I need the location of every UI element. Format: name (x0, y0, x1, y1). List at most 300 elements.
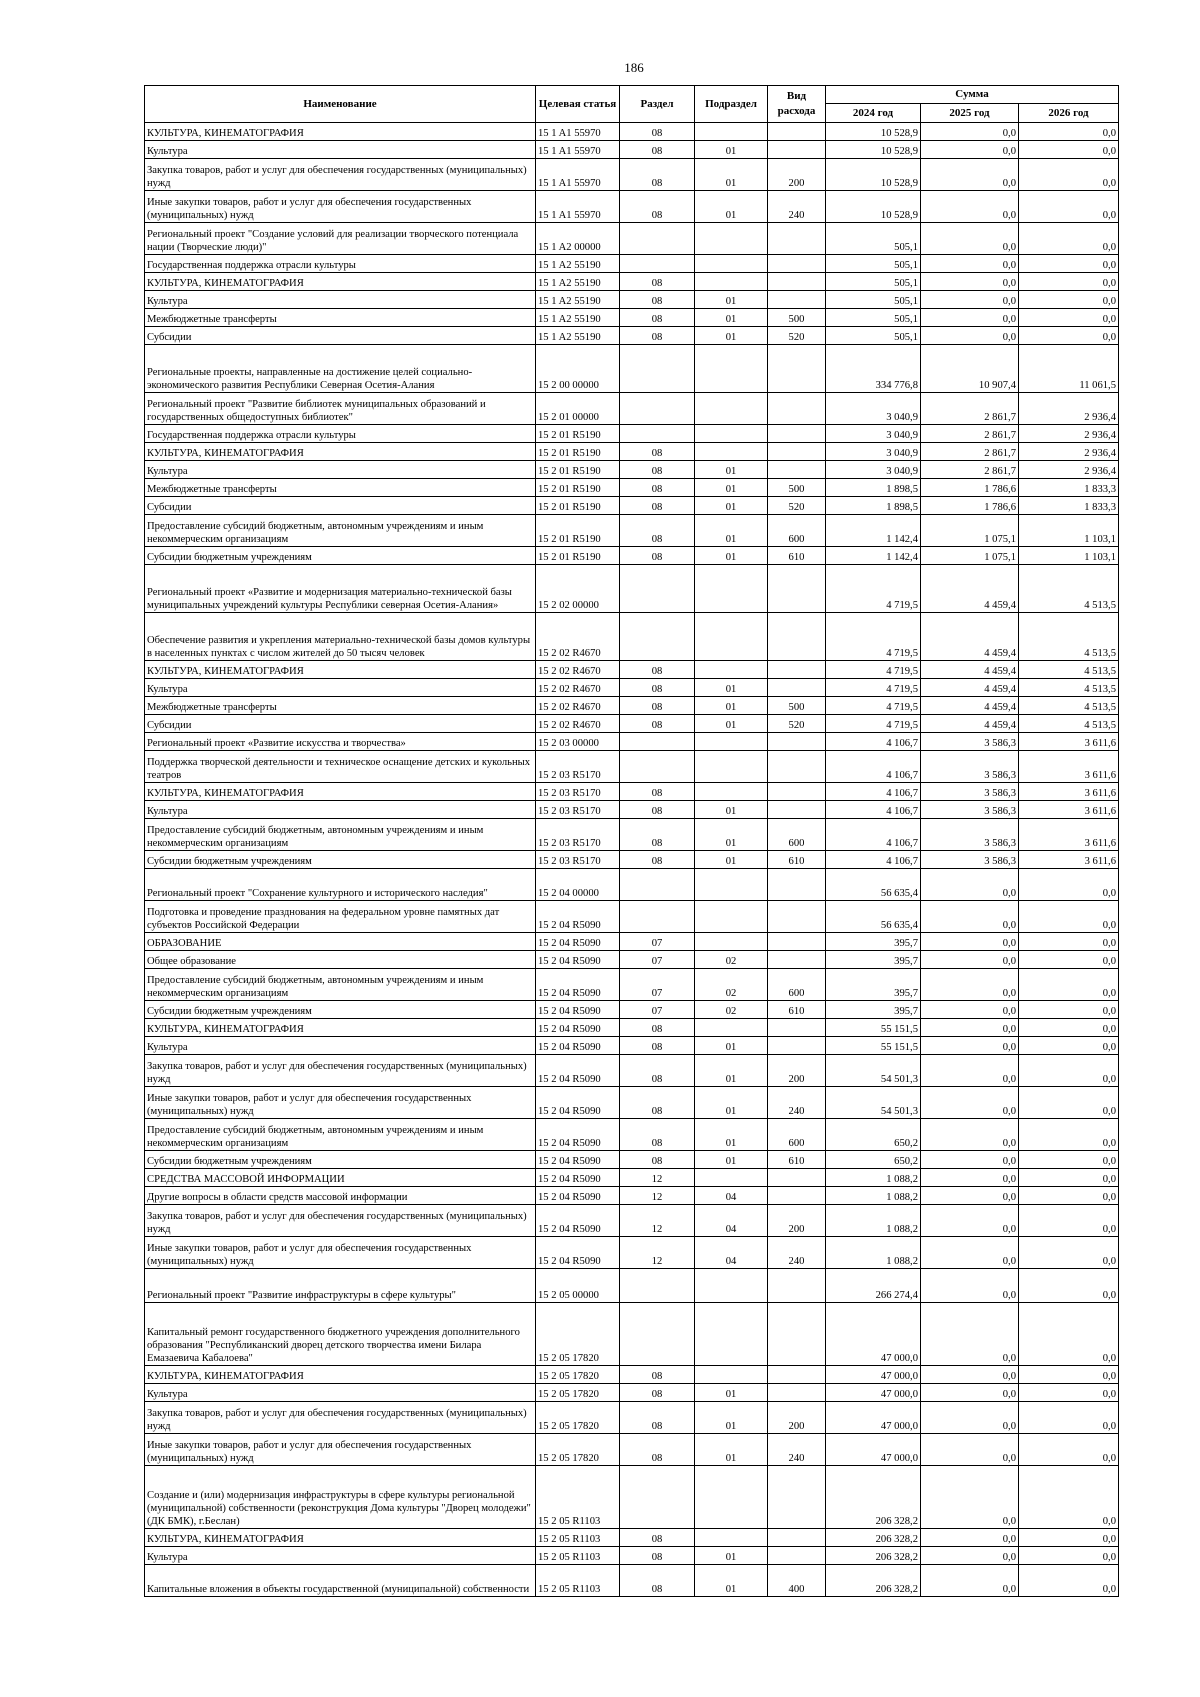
row-name: Иные закупки товаров, работ и услуг для обеспечения государственных (муниципальных) нужд (145, 1434, 536, 1466)
row-name: Культура (145, 1384, 536, 1402)
row-name: Предоставление субсидий бюджетным, автономным учреждениям и иным некоммерческим организациям (145, 819, 536, 851)
row-sum-2025: 2 861,7 (921, 425, 1019, 443)
row-subsection: 01 (695, 1119, 768, 1151)
row-target-article: 15 2 01 R5190 (536, 479, 620, 497)
row-sum-2025: 2 861,7 (921, 443, 1019, 461)
row-sum-2025: 3 586,3 (921, 819, 1019, 851)
row-name: Закупка товаров, работ и услуг для обеспечения государственных (муниципальных) нужд (145, 1055, 536, 1087)
row-section: 08 (620, 479, 695, 497)
row-subsection: 01 (695, 461, 768, 479)
row-target-article: 15 2 04 R5090 (536, 1187, 620, 1205)
row-target-article: 15 2 05 17820 (536, 1402, 620, 1434)
row-sum-2026: 0,0 (1019, 1434, 1119, 1466)
row-sum-2025: 0,0 (921, 223, 1019, 255)
row-target-article: 15 2 04 R5090 (536, 1055, 620, 1087)
table-row (145, 733, 1119, 751)
table-row (145, 801, 1119, 819)
row-expense-type (768, 223, 826, 255)
row-name: Культура (145, 291, 536, 309)
row-name: Культура (145, 141, 536, 159)
header-sum: Сумма (826, 86, 1119, 104)
row-section (620, 751, 695, 783)
row-section: 08 (620, 661, 695, 679)
row-target-article: 15 2 01 R5190 (536, 497, 620, 515)
row-name: Субсидии бюджетным учреждениям (145, 547, 536, 565)
table-row (145, 1269, 1119, 1303)
table-row (145, 933, 1119, 951)
row-name: Капитальный ремонт государственного бюджетного учреждения дополнительного образования "Республиканский дворец детского творчества имени Билара Емазаевича Кабалоева" (145, 1303, 536, 1366)
row-sum-2026: 1 833,3 (1019, 479, 1119, 497)
table-row (145, 443, 1119, 461)
row-sum-2025: 0,0 (921, 1402, 1019, 1434)
row-subsection (695, 425, 768, 443)
row-target-article: 15 2 04 R5090 (536, 1087, 620, 1119)
row-subsection: 04 (695, 1205, 768, 1237)
row-sum-2026: 4 513,5 (1019, 679, 1119, 697)
row-sum-2025: 0,0 (921, 1087, 1019, 1119)
row-section (620, 393, 695, 425)
row-expense-type (768, 1169, 826, 1187)
row-subsection: 01 (695, 327, 768, 345)
row-expense-type (768, 1019, 826, 1037)
row-section: 08 (620, 497, 695, 515)
row-sum-2026: 0,0 (1019, 1151, 1119, 1169)
row-expense-type (768, 1366, 826, 1384)
row-sum-2026: 0,0 (1019, 1119, 1119, 1151)
row-name: Региональный проект "Развитие библиотек муниципальных образований и государственных общедоступных библиотек" (145, 393, 536, 425)
row-target-article: 15 2 00 00000 (536, 345, 620, 393)
row-sum-2024: 206 328,2 (826, 1529, 921, 1547)
row-name: КУЛЬТУРА, КИНЕМАТОГРАФИЯ (145, 443, 536, 461)
row-sum-2026: 2 936,4 (1019, 425, 1119, 443)
row-section: 08 (620, 1529, 695, 1547)
row-sum-2026: 0,0 (1019, 1187, 1119, 1205)
row-target-article: 15 2 04 R5090 (536, 1205, 620, 1237)
row-sum-2026: 0,0 (1019, 1366, 1119, 1384)
row-name: Субсидии (145, 497, 536, 515)
row-target-article: 15 2 04 00000 (536, 869, 620, 901)
row-sum-2026: 0,0 (1019, 1547, 1119, 1565)
row-expense-type: 200 (768, 1055, 826, 1087)
row-sum-2024: 55 151,5 (826, 1037, 921, 1055)
row-subsection: 02 (695, 969, 768, 1001)
row-sum-2026: 1 103,1 (1019, 515, 1119, 547)
row-name: Предоставление субсидий бюджетным, автономным учреждениям и иным некоммерческим организациям (145, 1119, 536, 1151)
row-subsection: 01 (695, 1151, 768, 1169)
row-section: 12 (620, 1187, 695, 1205)
table-row (145, 613, 1119, 661)
row-subsection: 01 (695, 515, 768, 547)
row-sum-2025: 3 586,3 (921, 801, 1019, 819)
row-sum-2025: 0,0 (921, 1169, 1019, 1187)
row-sum-2024: 55 151,5 (826, 1019, 921, 1037)
row-expense-type: 520 (768, 497, 826, 515)
row-name: Другие вопросы в области средств массовой информации (145, 1187, 536, 1205)
row-target-article: 15 2 05 R1103 (536, 1547, 620, 1565)
row-sum-2025: 0,0 (921, 1205, 1019, 1237)
row-section: 08 (620, 1055, 695, 1087)
row-sum-2026: 4 513,5 (1019, 613, 1119, 661)
row-expense-type (768, 751, 826, 783)
row-sum-2026: 0,0 (1019, 901, 1119, 933)
table-row (145, 1119, 1119, 1151)
row-name: Предоставление субсидий бюджетным, автономным учреждениям и иным некоммерческим организациям (145, 969, 536, 1001)
row-sum-2025: 3 586,3 (921, 751, 1019, 783)
table-body (145, 123, 1119, 1597)
row-expense-type (768, 801, 826, 819)
row-section: 08 (620, 1366, 695, 1384)
row-subsection: 01 (695, 1087, 768, 1119)
row-expense-type (768, 1547, 826, 1565)
row-section: 12 (620, 1169, 695, 1187)
table-row (145, 1565, 1119, 1597)
table-row (145, 869, 1119, 901)
row-expense-type (768, 461, 826, 479)
row-name: Культура (145, 1547, 536, 1565)
row-name: КУЛЬТУРА, КИНЕМАТОГРАФИЯ (145, 1529, 536, 1547)
row-sum-2025: 0,0 (921, 1001, 1019, 1019)
table-row (145, 1019, 1119, 1037)
table-row (145, 1151, 1119, 1169)
row-name: Капитальные вложения в объекты государственной (муниципальной) собственности (145, 1565, 536, 1597)
row-subsection: 04 (695, 1237, 768, 1269)
row-expense-type: 200 (768, 1402, 826, 1434)
row-sum-2024: 206 328,2 (826, 1466, 921, 1529)
row-subsection (695, 393, 768, 425)
row-expense-type (768, 951, 826, 969)
row-section: 08 (620, 309, 695, 327)
row-sum-2026: 4 513,5 (1019, 565, 1119, 613)
row-sum-2025: 0,0 (921, 141, 1019, 159)
row-sum-2026: 0,0 (1019, 969, 1119, 1001)
row-sum-2024: 650,2 (826, 1151, 921, 1169)
row-name: Региональный проект "Развитие инфраструктуры в сфере культуры" (145, 1269, 536, 1303)
row-sum-2026: 3 611,6 (1019, 733, 1119, 751)
row-sum-2024: 395,7 (826, 969, 921, 1001)
row-target-article: 15 1 A1 55970 (536, 191, 620, 223)
row-sum-2024: 395,7 (826, 933, 921, 951)
table-row (145, 309, 1119, 327)
row-subsection (695, 751, 768, 783)
row-section: 12 (620, 1205, 695, 1237)
table-row (145, 969, 1119, 1001)
row-sum-2024: 505,1 (826, 309, 921, 327)
row-sum-2025: 0,0 (921, 123, 1019, 141)
row-name: Субсидии бюджетным учреждениям (145, 1151, 536, 1169)
row-section: 08 (620, 851, 695, 869)
table-row (145, 1303, 1119, 1366)
row-subsection (695, 901, 768, 933)
table-row (145, 1384, 1119, 1402)
row-sum-2025: 3 586,3 (921, 783, 1019, 801)
row-sum-2024: 505,1 (826, 291, 921, 309)
row-name: Субсидии (145, 715, 536, 733)
row-sum-2024: 1 142,4 (826, 515, 921, 547)
table-row (145, 1237, 1119, 1269)
table-row (145, 191, 1119, 223)
row-expense-type (768, 291, 826, 309)
row-section: 08 (620, 1402, 695, 1434)
row-expense-type (768, 1037, 826, 1055)
row-sum-2026: 3 611,6 (1019, 851, 1119, 869)
row-subsection (695, 1529, 768, 1547)
row-sum-2024: 1 898,5 (826, 497, 921, 515)
table-row (145, 273, 1119, 291)
row-sum-2025: 4 459,4 (921, 565, 1019, 613)
row-name: Субсидии (145, 327, 536, 345)
row-name: Региональный проект "Сохранение культурного и исторического наследия" (145, 869, 536, 901)
row-target-article: 15 2 03 00000 (536, 733, 620, 751)
row-name: СРЕДСТВА МАССОВОЙ ИНФОРМАЦИИ (145, 1169, 536, 1187)
row-sum-2026: 0,0 (1019, 1237, 1119, 1269)
row-name: Региональный проект "Создание условий для реализации творческого потенциала нации (Творческие люди)" (145, 223, 536, 255)
row-sum-2026: 0,0 (1019, 1087, 1119, 1119)
row-sum-2024: 56 635,4 (826, 901, 921, 933)
row-name: Поддержка творческой деятельности и техническое оснащение детских и кукольных театров (145, 751, 536, 783)
table-row (145, 1037, 1119, 1055)
row-sum-2026: 3 611,6 (1019, 801, 1119, 819)
row-subsection (695, 1303, 768, 1366)
row-subsection: 01 (695, 1384, 768, 1402)
row-target-article: 15 2 04 R5090 (536, 1019, 620, 1037)
row-expense-type (768, 345, 826, 393)
row-sum-2026: 0,0 (1019, 1205, 1119, 1237)
row-name: Культура (145, 679, 536, 697)
row-sum-2026: 0,0 (1019, 1269, 1119, 1303)
row-sum-2026: 0,0 (1019, 273, 1119, 291)
row-subsection (695, 255, 768, 273)
row-target-article: 15 2 04 R5090 (536, 1237, 620, 1269)
table-row (145, 1466, 1119, 1529)
row-subsection: 01 (695, 1402, 768, 1434)
row-sum-2026: 4 513,5 (1019, 715, 1119, 733)
row-sum-2024: 47 000,0 (826, 1402, 921, 1434)
row-expense-type (768, 1269, 826, 1303)
row-expense-type (768, 661, 826, 679)
row-sum-2025: 1 786,6 (921, 479, 1019, 497)
row-target-article: 15 2 01 R5190 (536, 443, 620, 461)
row-sum-2025: 3 586,3 (921, 733, 1019, 751)
row-target-article: 15 2 04 R5090 (536, 1151, 620, 1169)
row-expense-type: 500 (768, 697, 826, 715)
row-target-article: 15 2 05 R1103 (536, 1466, 620, 1529)
row-section: 08 (620, 515, 695, 547)
row-expense-type: 520 (768, 715, 826, 733)
row-name: Обеспечение развития и укрепления материально-технической базы домов культуры в населенных пунктах с числом жителей до 50 тысяч человек (145, 613, 536, 661)
row-section: 08 (620, 461, 695, 479)
row-subsection: 01 (695, 291, 768, 309)
row-expense-type: 610 (768, 1151, 826, 1169)
row-sum-2025: 0,0 (921, 869, 1019, 901)
row-name: Иные закупки товаров, работ и услуг для обеспечения государственных (муниципальных) нужд (145, 1087, 536, 1119)
row-section (620, 869, 695, 901)
row-sum-2024: 266 274,4 (826, 1269, 921, 1303)
row-target-article: 15 2 02 R4670 (536, 613, 620, 661)
table-row (145, 515, 1119, 547)
row-subsection (695, 123, 768, 141)
row-name: Культура (145, 1037, 536, 1055)
row-subsection (695, 565, 768, 613)
row-sum-2026: 0,0 (1019, 223, 1119, 255)
row-section: 08 (620, 1151, 695, 1169)
row-name: Региональный проект «Развитие искусства и творчества» (145, 733, 536, 751)
row-name: КУЛЬТУРА, КИНЕМАТОГРАФИЯ (145, 1366, 536, 1384)
row-sum-2026: 3 611,6 (1019, 783, 1119, 801)
row-expense-type (768, 273, 826, 291)
row-sum-2025: 0,0 (921, 1384, 1019, 1402)
row-subsection (695, 613, 768, 661)
row-sum-2024: 47 000,0 (826, 1434, 921, 1466)
row-name: Культура (145, 801, 536, 819)
row-target-article: 15 2 01 R5190 (536, 425, 620, 443)
row-name: Предоставление субсидий бюджетным, автономным учреждениям и иным некоммерческим организациям (145, 515, 536, 547)
row-sum-2026: 3 611,6 (1019, 751, 1119, 783)
row-sum-2025: 0,0 (921, 901, 1019, 933)
table-row (145, 715, 1119, 733)
row-sum-2024: 395,7 (826, 951, 921, 969)
row-sum-2026: 3 611,6 (1019, 819, 1119, 851)
row-expense-type: 610 (768, 547, 826, 565)
row-expense-type (768, 901, 826, 933)
row-target-article: 15 2 05 R1103 (536, 1529, 620, 1547)
row-sum-2024: 4 106,7 (826, 733, 921, 751)
table-row (145, 1205, 1119, 1237)
table-row (145, 901, 1119, 933)
row-section: 08 (620, 1019, 695, 1037)
row-section (620, 1303, 695, 1366)
row-subsection: 01 (695, 715, 768, 733)
row-subsection (695, 273, 768, 291)
table-row (145, 1087, 1119, 1119)
row-target-article: 15 2 03 R5170 (536, 819, 620, 851)
table-row (145, 783, 1119, 801)
row-sum-2026: 0,0 (1019, 1466, 1119, 1529)
row-section: 08 (620, 191, 695, 223)
table-row (145, 1434, 1119, 1466)
row-section: 08 (620, 1565, 695, 1597)
row-sum-2024: 56 635,4 (826, 869, 921, 901)
row-sum-2026: 0,0 (1019, 1402, 1119, 1434)
row-section (620, 1466, 695, 1529)
row-expense-type (768, 141, 826, 159)
row-section: 08 (620, 327, 695, 345)
row-section: 08 (620, 1087, 695, 1119)
row-sum-2024: 47 000,0 (826, 1366, 921, 1384)
row-target-article: 15 2 05 17820 (536, 1303, 620, 1366)
row-target-article: 15 2 05 17820 (536, 1366, 620, 1384)
row-name: Государственная поддержка отрасли культуры (145, 255, 536, 273)
row-sum-2025: 4 459,4 (921, 715, 1019, 733)
row-sum-2026: 0,0 (1019, 1529, 1119, 1547)
row-name: Субсидии бюджетным учреждениям (145, 851, 536, 869)
row-sum-2025: 0,0 (921, 933, 1019, 951)
row-expense-type (768, 933, 826, 951)
row-sum-2025: 4 459,4 (921, 679, 1019, 697)
row-subsection (695, 345, 768, 393)
row-target-article: 15 2 04 R5090 (536, 1037, 620, 1055)
table-row (145, 425, 1119, 443)
row-target-article: 15 2 03 R5170 (536, 801, 620, 819)
row-sum-2026: 0,0 (1019, 141, 1119, 159)
row-target-article: 15 2 03 R5170 (536, 783, 620, 801)
table-row (145, 223, 1119, 255)
row-section: 07 (620, 933, 695, 951)
row-sum-2025: 0,0 (921, 1366, 1019, 1384)
row-sum-2024: 505,1 (826, 223, 921, 255)
table-row (145, 1169, 1119, 1187)
table-row (145, 393, 1119, 425)
row-target-article: 15 2 01 R5190 (536, 547, 620, 565)
row-sum-2024: 650,2 (826, 1119, 921, 1151)
row-sum-2025: 4 459,4 (921, 697, 1019, 715)
row-section: 07 (620, 969, 695, 1001)
row-name: КУЛЬТУРА, КИНЕМАТОГРАФИЯ (145, 783, 536, 801)
header-year-2024: 2024 год (826, 104, 921, 123)
row-sum-2024: 4 719,5 (826, 613, 921, 661)
row-expense-type: 600 (768, 819, 826, 851)
header-year-2025: 2025 год (921, 104, 1019, 123)
row-target-article: 15 2 04 R5090 (536, 951, 620, 969)
row-name: Иные закупки товаров, работ и услуг для обеспечения государственных (муниципальных) нужд (145, 191, 536, 223)
row-expense-type (768, 443, 826, 461)
row-name: Создание и (или) модернизация инфраструктуры в сфере культуры региональной (муниципальной) собственности (реконструкция Дома культуры "Дворец молодежи" (ДК БМК), г.Беслан) (145, 1466, 536, 1529)
row-sum-2025: 0,0 (921, 1037, 1019, 1055)
row-sum-2025: 0,0 (921, 1119, 1019, 1151)
row-expense-type (768, 565, 826, 613)
row-subsection: 01 (695, 1037, 768, 1055)
header-subsection: Подраздел (695, 86, 768, 123)
row-subsection: 01 (695, 1055, 768, 1087)
row-sum-2024: 1 088,2 (826, 1169, 921, 1187)
row-expense-type: 600 (768, 969, 826, 1001)
row-sum-2025: 0,0 (921, 327, 1019, 345)
row-name: Общее образование (145, 951, 536, 969)
row-expense-type: 200 (768, 159, 826, 191)
row-target-article: 15 2 04 R5090 (536, 969, 620, 1001)
row-section: 08 (620, 1119, 695, 1151)
row-target-article: 15 2 05 17820 (536, 1434, 620, 1466)
row-expense-type: 240 (768, 1087, 826, 1119)
row-sum-2025: 0,0 (921, 159, 1019, 191)
row-name: ОБРАЗОВАНИЕ (145, 933, 536, 951)
row-subsection: 01 (695, 1547, 768, 1565)
table-row (145, 255, 1119, 273)
header-name: Наименование (145, 86, 536, 123)
row-sum-2024: 3 040,9 (826, 425, 921, 443)
row-sum-2024: 47 000,0 (826, 1303, 921, 1366)
row-sum-2024: 10 528,9 (826, 123, 921, 141)
row-subsection (695, 661, 768, 679)
row-sum-2026: 0,0 (1019, 123, 1119, 141)
row-section (620, 565, 695, 613)
row-subsection: 02 (695, 951, 768, 969)
table-row (145, 1001, 1119, 1019)
table-row (145, 461, 1119, 479)
row-subsection (695, 1169, 768, 1187)
row-target-article: 15 2 02 00000 (536, 565, 620, 613)
row-sum-2024: 4 719,5 (826, 679, 921, 697)
row-name: Межбюджетные трансферты (145, 479, 536, 497)
table-row (145, 291, 1119, 309)
row-sum-2025: 0,0 (921, 1565, 1019, 1597)
row-target-article: 15 2 05 17820 (536, 1384, 620, 1402)
row-expense-type (768, 393, 826, 425)
row-expense-type (768, 255, 826, 273)
row-sum-2024: 1 898,5 (826, 479, 921, 497)
row-subsection (695, 443, 768, 461)
row-sum-2024: 4 719,5 (826, 697, 921, 715)
row-name: Подготовка и проведение празднования на федеральном уровне памятных дат субъектов Российской Федерации (145, 901, 536, 933)
